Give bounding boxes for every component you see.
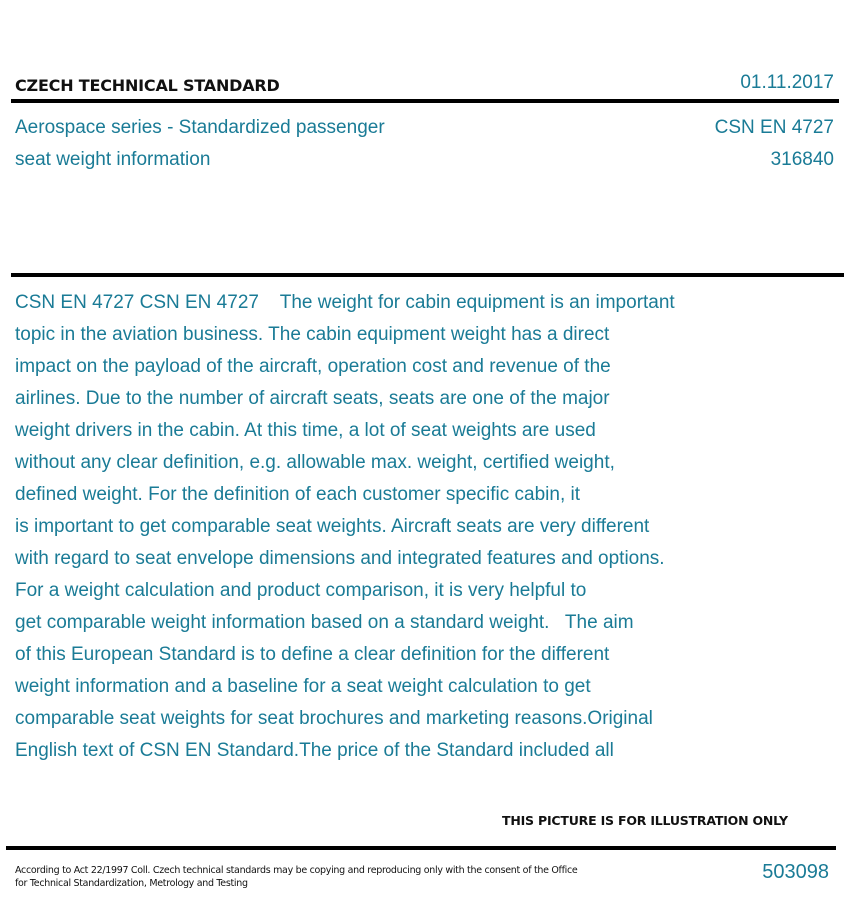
legal-notice-line-1: According to Act 22/1997 Coll. Czech technical standards may be copying and reproducing only with the consent of the Office	[15, 865, 578, 876]
standard-type-label: CZECH TECHNICAL STANDARD	[15, 76, 280, 95]
body-line: airlines. Due to the number of aircraft seats, seats are one of the major	[15, 388, 610, 409]
body-line: of this European Standard is to define a clear definition for the different	[15, 644, 610, 665]
body-line: is important to get comparable seat weights. Aircraft seats are very different	[15, 516, 650, 537]
body-line: without any clear definition, e.g. allowable max. weight, certified weight,	[15, 452, 615, 473]
body-line: topic in the aviation business. The cabin equipment weight has a direct	[15, 324, 610, 345]
body-line: CSN EN 4727 CSN EN 4727 The weight for cabin equipment is an important	[15, 292, 675, 313]
body-line: English text of CSN EN Standard.The price of the Standard included all	[15, 740, 614, 761]
publication-date: 01.11.2017	[740, 72, 834, 93]
body-line: with regard to seat envelope dimensions and integrated features and options.	[15, 548, 665, 569]
body-line: weight information and a baseline for a seat weight calculation to get	[15, 676, 591, 697]
footer-divider	[6, 846, 836, 850]
body-line: comparable seat weights for seat brochures and marketing reasons.Original	[15, 708, 653, 729]
catalog-number: 316840	[770, 149, 834, 170]
body-line: defined weight. For the definition of each customer specific cabin, it	[15, 484, 581, 505]
body-line: weight drivers in the cabin. At this time, a lot of seat weights are used	[15, 420, 596, 441]
illustration-disclaimer: THIS PICTURE IS FOR ILLUSTRATION ONLY	[502, 813, 788, 828]
body-line: impact on the payload of the aircraft, operation cost and revenue of the	[15, 356, 611, 377]
legal-notice	[15, 864, 577, 890]
document-id: 503098	[762, 861, 829, 883]
standard-code: CSN EN 4727	[714, 117, 834, 138]
body-line: get comparable weight information based on a standard weight. The aim	[15, 612, 634, 633]
body-line: For a weight calculation and product comparison, it is very helpful to	[15, 580, 587, 601]
title-line-2: seat weight information	[15, 149, 211, 170]
description-body	[15, 287, 805, 767]
legal-notice-line-2: for Technical Standardization, Metrology and Testing	[15, 878, 248, 889]
title-divider	[11, 273, 844, 277]
title-line-1: Aerospace series - Standardized passenger	[15, 117, 385, 138]
header-divider	[11, 99, 839, 103]
